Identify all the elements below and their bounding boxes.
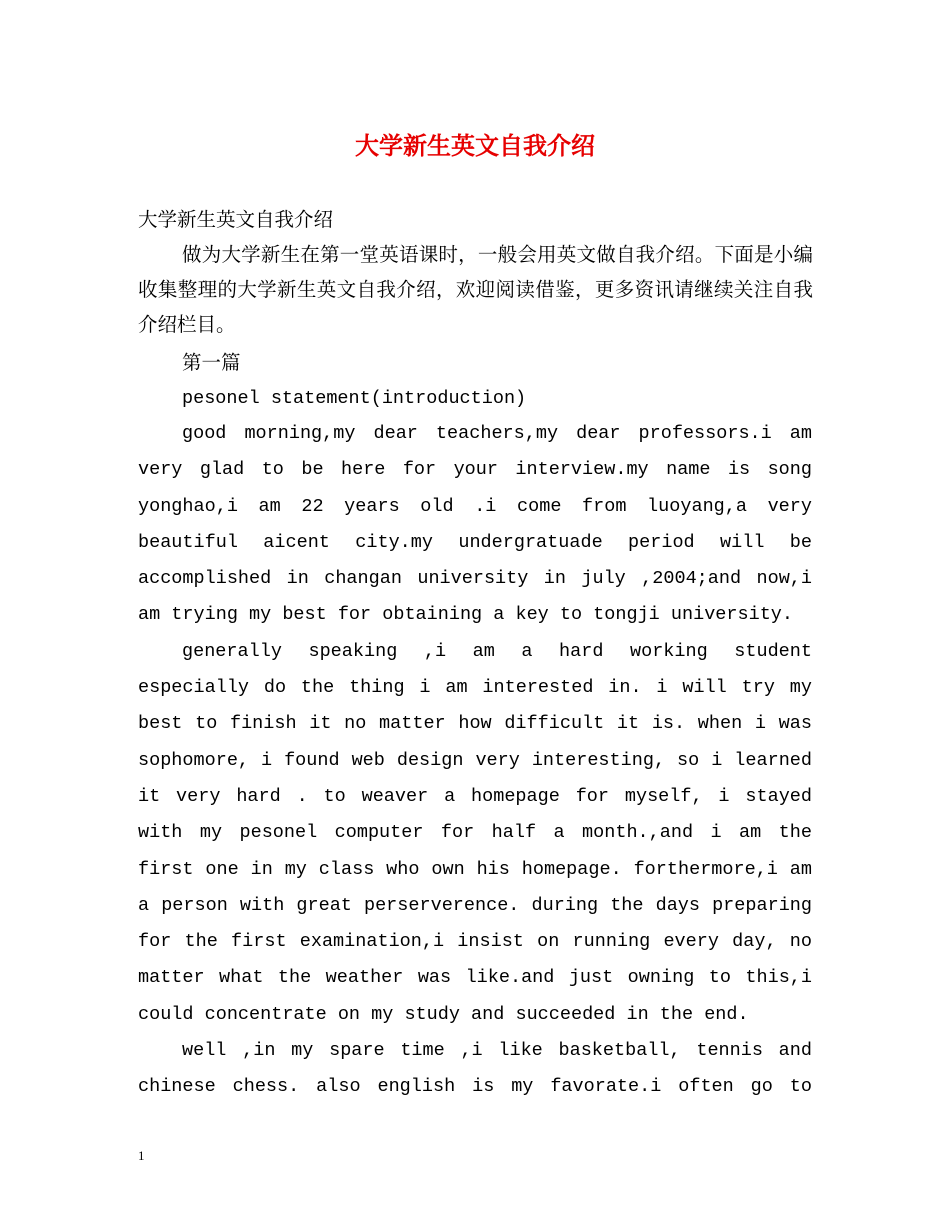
subtitle: pesonel statement(introduction) <box>182 388 527 409</box>
section-label: 第一篇 <box>182 351 241 374</box>
paragraph: good morning,my dear teachers,my dear professors.i am very glad to be here for your interview.my name is song yonghao,i am 22 years old .i come from luoyang,a very beautiful aicent city.my undergratuade period will be accomplished in changan university in july ,2004;and now,i am trying my best for obtaining a key to tongji university. <box>138 423 812 626</box>
intro-paragraph: 做为大学新生在第一堂英语课时，一般会用英文做自我介绍。下面是小编收集整理的大学新生英文自我介绍，欢迎阅读借鉴，更多资讯请继续关注自我介绍栏目。 <box>138 243 813 336</box>
document-title: 大学新生英文自我介绍 <box>355 131 595 160</box>
paragraph: well ,in my spare time ,i like basketball, tennis and chinese chess. also english is my favorate.i often go to <box>138 1040 812 1098</box>
intro-block <box>138 202 813 342</box>
page-number: 1 <box>138 1148 145 1163</box>
section-heading: 大学新生英文自我介绍 <box>138 208 334 231</box>
paragraph: generally speaking ,i am a hard working student especially do the thing i am interested in. i will try my best to finish it no matter how difficult it is. when i was sophomore, i found web design very interesting, so i learned it very hard . to weaver a homepage for myself, i stayed with my pesonel computer for half a month.,and i am the first one in my class who own his homepage. forthermore,i am a person with great perserverence. during the days preparing for the first examination,i insist on running every day, no matter what the weather was like.and just owning to this,i could concentrate on my study and succeeded in the end. <box>138 640 812 1025</box>
body-text <box>138 416 812 1106</box>
